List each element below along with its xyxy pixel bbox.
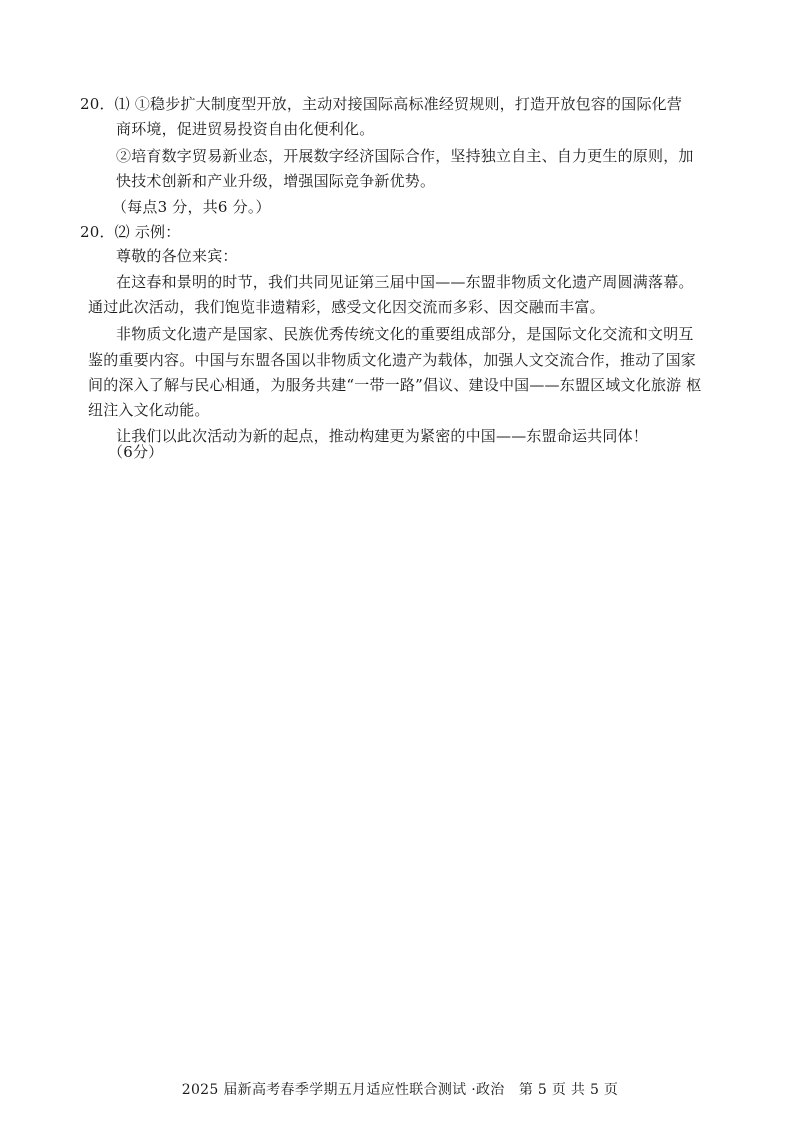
q20-1-line-1: 20．⑴ ①稳步扩大制度型开放，主动对接国际高标准经贸规则，打造开放包容的国际化营 (80, 95, 683, 113)
q20-2-score: （6分） (108, 443, 164, 461)
page-footer: 2025 届新高考春季学期五月适应性联合测试 ·政治 第 5 页 共 5 页 (181, 1082, 619, 1098)
para2-line-1: 非物质文化遗产是国家、民族优秀传统文化的重要组成部分，是国际文化交流和文明互 (116, 325, 694, 343)
q20-1-line-3: ②培育数字贸易新业态，开展数字经济国际合作，坚持独立自主、自力更生的原则，加 (116, 147, 694, 165)
q20-1-line-2: 商环境，促进贸易投资自由化便利化。 (116, 120, 375, 138)
q20-2-heading: 20．⑵ 示例： (80, 223, 181, 241)
para3-line-1: 让我们以此次活动为新的起点，推动构建更为紧密的中国——东盟命运共同体！ (116, 427, 649, 445)
para1-line-2: 通过此次活动，我们饱览非遗精彩，感受文化因交流而多彩、因交融而丰富。 (88, 298, 605, 316)
q20-1-line-4: 快技术创新和产业升级，增强国际竞争新优势。 (116, 172, 436, 190)
salutation: 尊敬的各位来宾： (116, 247, 238, 265)
q20-1-score: （每点3 分，共6 分。） (112, 198, 271, 216)
para2-line-3: 间的深入了解与民心相通，为服务共建“一带一路”倡议、建设中国——东盟区域文化旅游 枢 (88, 376, 702, 394)
para1-line-1: 在这春和景明的时节，我们共同见证第三届中国——东盟非物质文化遗产周圆满落幕。 (116, 273, 694, 291)
para2-line-2: 鉴的重要内容。中国与东盟各国以非物质文化遗产为载体，加强人文交流合作，推动了国家 (88, 351, 697, 369)
para2-line-4: 纽注入文化动能。 (88, 401, 210, 419)
